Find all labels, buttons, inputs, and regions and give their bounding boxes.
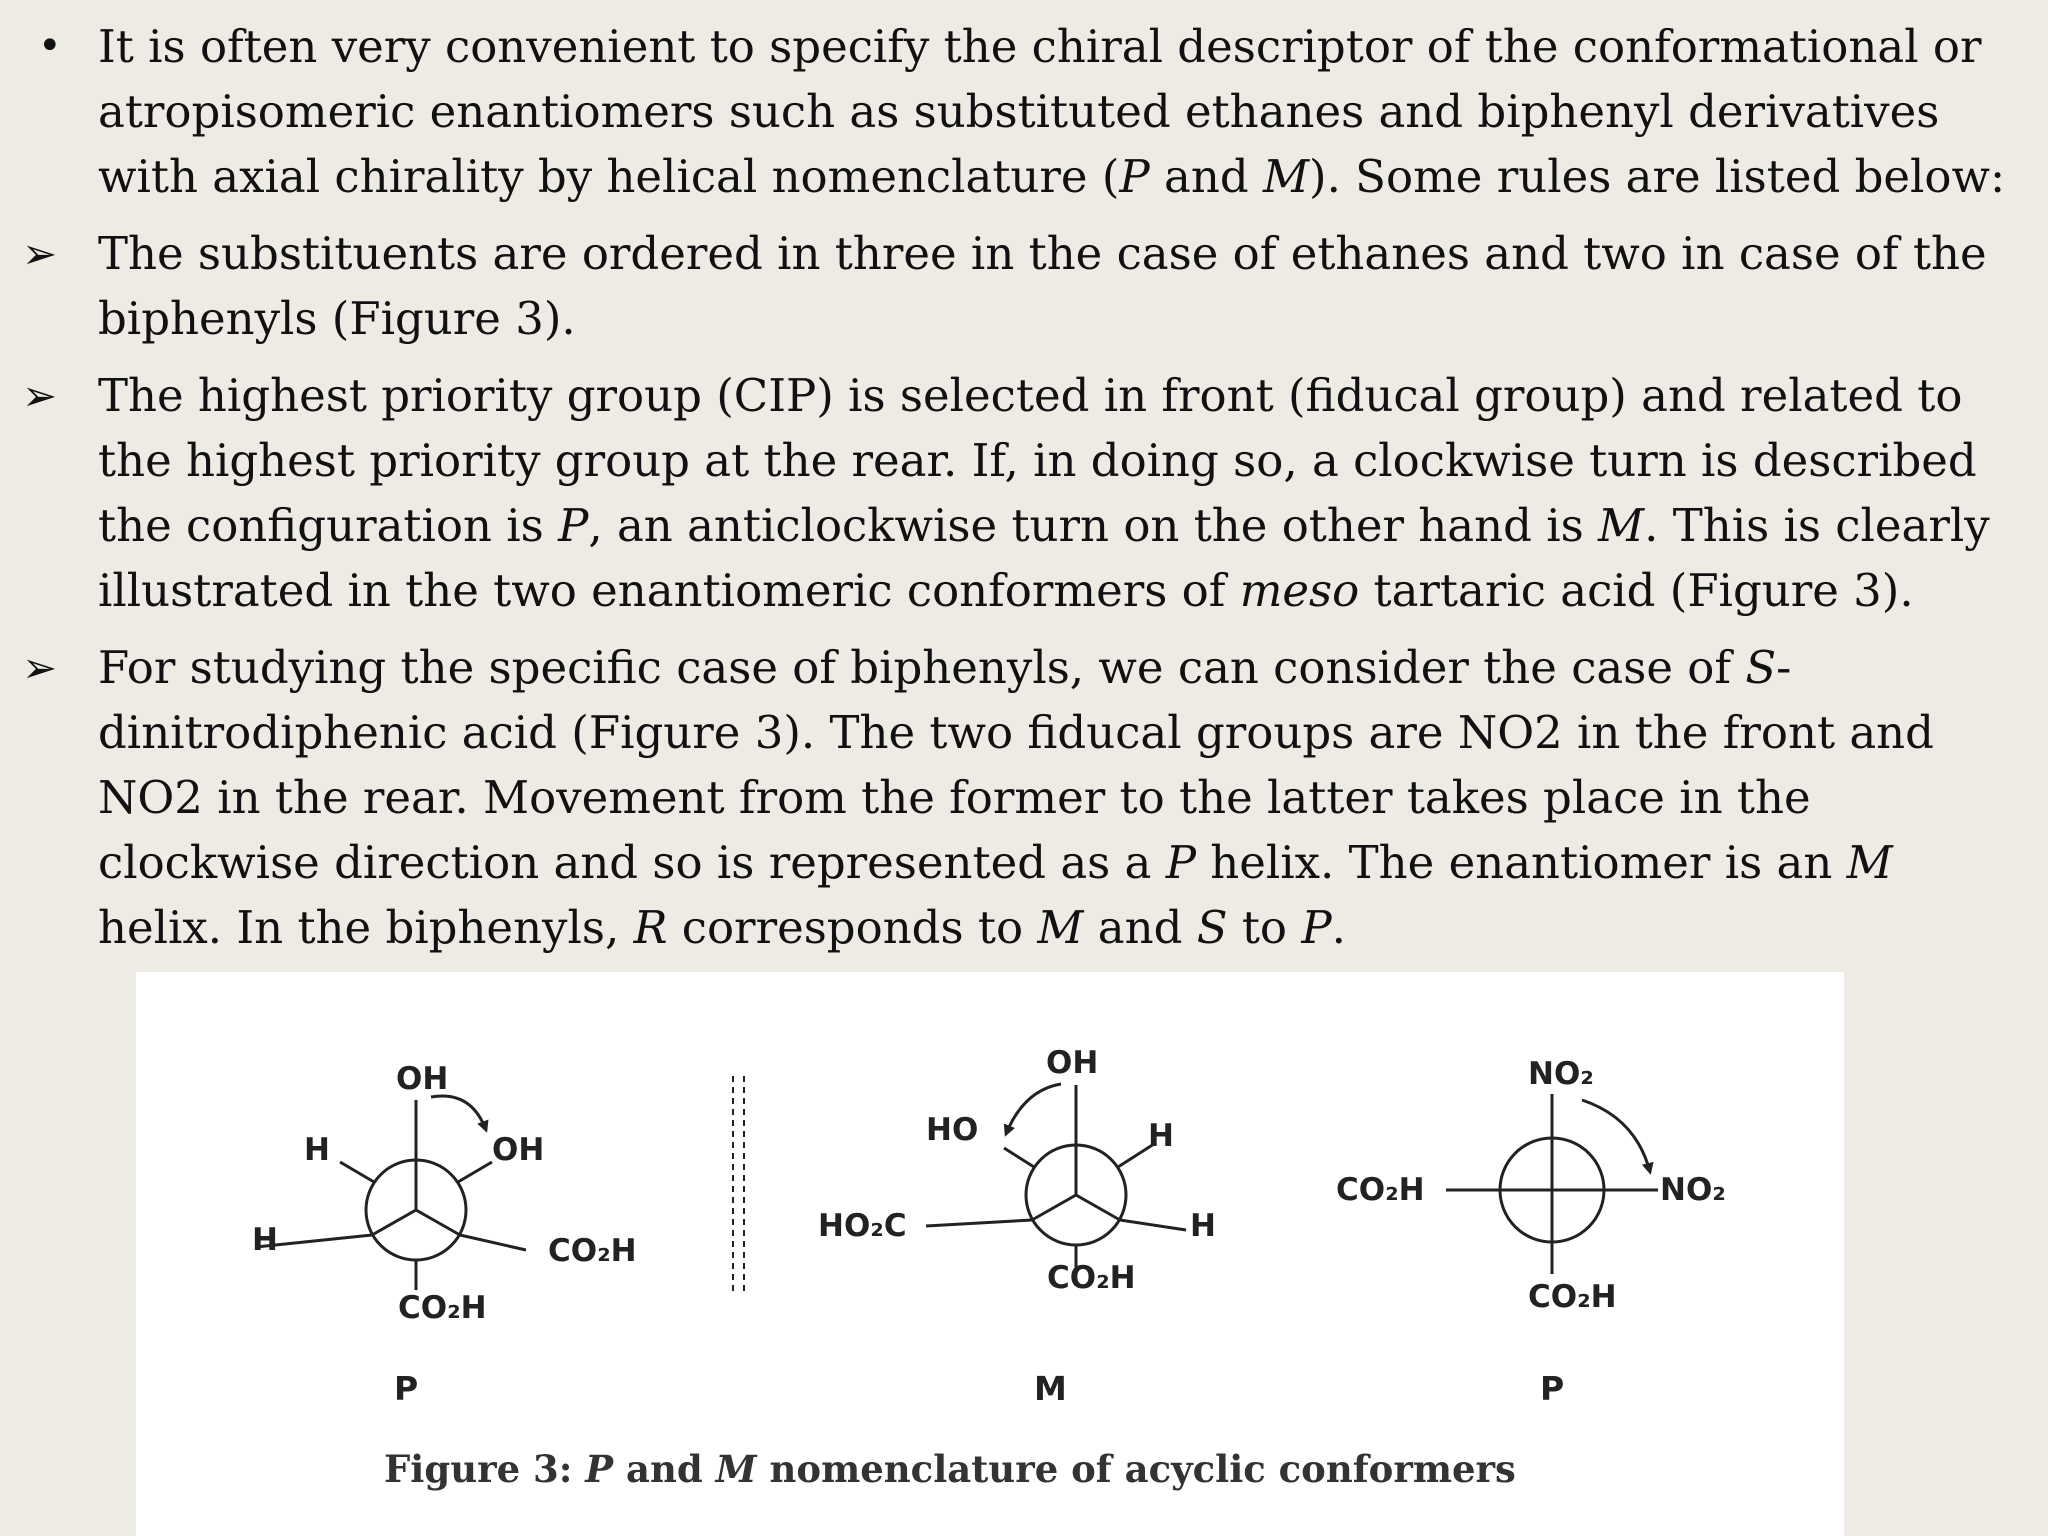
m-upper-left-substituent: HO <box>926 1112 979 1148</box>
arrow-bullet-icon: ➢ <box>22 643 58 692</box>
arrow-bullet-icon: ➢ <box>22 371 58 420</box>
p-top-substituent: OH <box>396 1061 449 1097</box>
biphenyl-top-substituent: NO₂ <box>1528 1056 1594 1092</box>
m-left-substituent: HO₂C <box>818 1208 907 1244</box>
biphenyl-right-substituent: NO₂ <box>1660 1172 1726 1208</box>
bullet-intro: • It is often very convenient to specify the chiral descriptor of the conformational or atropisomeric enantiomers such as substituted ethanes and biphenyl derivatives with axial chirality by helical nomenclature (P and M). Some rules are listed below: <box>0 14 2048 209</box>
bullet-rule-order: ➢ The substituents are ordered in three in the case of ethanes and two in case of the biphenyls (Figure 3). <box>0 221 2048 351</box>
bullet-rule-priority: ➢ The highest priority group (CIP) is selected in front (fiducal group) and related to the highest priority group at the rear. If, in doing so, a clockwise turn is described the configuration is P, an anticlockwise turn on the other hand is M. This is clearly illustrated in the two enantiomeric conformers of meso tartaric acid (Figure 3). <box>0 363 2048 623</box>
biphenyl-label: P <box>1540 1369 1565 1408</box>
slide-text <box>0 14 2048 972</box>
p-upper-right-substituent: OH <box>492 1132 545 1168</box>
biphenyl-bottom-substituent: CO₂H <box>1528 1279 1617 1315</box>
m-upper-right-substituent: H <box>1148 1118 1174 1154</box>
p-left-substituent: H <box>252 1222 278 1258</box>
newman-projection-p <box>256 1096 526 1290</box>
p-right-substituent: CO₂H <box>548 1233 637 1269</box>
biphenyl-projection-p <box>1446 1094 1658 1274</box>
p-label: P <box>394 1369 419 1408</box>
m-label: M <box>1034 1369 1067 1408</box>
newman-projections-diagram <box>136 972 1844 1536</box>
m-top-substituent: OH <box>1046 1045 1099 1081</box>
m-right-substituent: H <box>1190 1208 1216 1244</box>
figure-3 <box>136 972 1844 1536</box>
figure-caption: Figure 3: P and M nomenclature of acyclic conformers <box>384 1447 1516 1491</box>
m-bottom-substituent: CO₂H <box>1047 1260 1136 1296</box>
p-upper-left-substituent: H <box>304 1132 330 1168</box>
bullet-dot: • <box>38 23 62 69</box>
biphenyl-left-substituent: CO₂H <box>1336 1172 1425 1208</box>
p-bottom-substituent: CO₂H <box>398 1290 487 1326</box>
arrow-bullet-icon: ➢ <box>22 229 58 278</box>
bullet-rule-biphenyl: ➢ For studying the specific case of biphenyls, we can consider the case of S-dinitrodiphenic acid (Figure 3). The two fiducal groups are NO2 in the front and NO2 in the rear. Movement from the former to the latter takes place in the clockwise direction and so is represented as a P helix. The enantiomer is an M helix. In the biphenyls, R corresponds to M and S to P. <box>0 635 2048 960</box>
mirror-plane <box>733 1076 744 1294</box>
